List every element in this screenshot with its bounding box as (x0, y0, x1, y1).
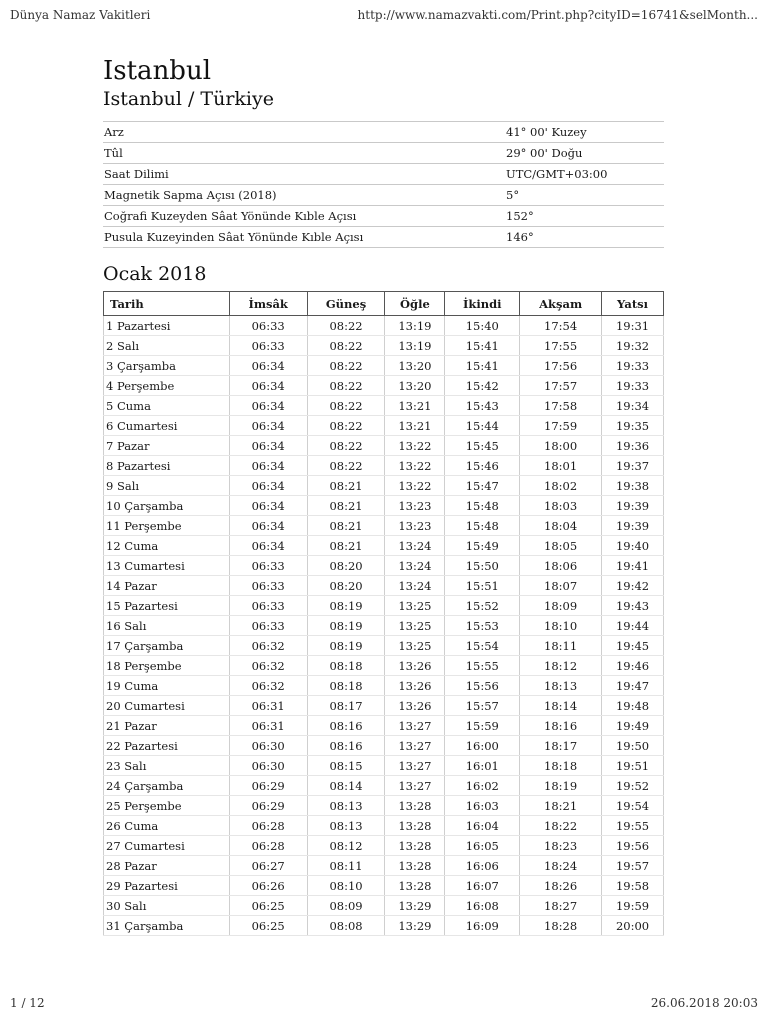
cell-yatsi: 19:33 (602, 356, 664, 376)
cell-date: 18 Perşembe (104, 656, 230, 676)
info-label: Pusula Kuzeyinden Sâat Yönünde Kıble Açısı (103, 227, 504, 248)
cell-ogle: 13:26 (385, 676, 445, 696)
cell-aksam: 18:03 (520, 496, 602, 516)
table-row (104, 736, 664, 756)
cell-aksam: 18:00 (520, 436, 602, 456)
cell-date: 11 Perşembe (104, 516, 230, 536)
table-row (104, 416, 664, 436)
info-value: 152° (504, 206, 664, 227)
cell-yatsi: 19:51 (602, 756, 664, 776)
cell-ogle: 13:24 (385, 576, 445, 596)
cell-imsak: 06:34 (229, 536, 307, 556)
cell-yatsi: 19:45 (602, 636, 664, 656)
column-header-ikindi: İkindi (445, 292, 520, 316)
cell-aksam: 18:02 (520, 476, 602, 496)
cell-date: 20 Cumartesi (104, 696, 230, 716)
cell-date: 16 Salı (104, 616, 230, 636)
cell-yatsi: 19:57 (602, 856, 664, 876)
table-row (104, 656, 664, 676)
cell-ogle: 13:29 (385, 896, 445, 916)
cell-aksam: 18:17 (520, 736, 602, 756)
cell-date: 13 Cumartesi (104, 556, 230, 576)
column-header-aksam: Akşam (520, 292, 602, 316)
cell-gunes: 08:21 (307, 516, 385, 536)
cell-aksam: 18:04 (520, 516, 602, 536)
cell-ogle: 13:26 (385, 656, 445, 676)
cell-ikindi: 16:09 (445, 916, 520, 936)
cell-date: 12 Cuma (104, 536, 230, 556)
table-row (104, 376, 664, 396)
column-header-imsak: İmsâk (229, 292, 307, 316)
cell-imsak: 06:25 (229, 916, 307, 936)
print-date: 26.06.2018 20:03 (650, 996, 758, 1010)
cell-imsak: 06:29 (229, 796, 307, 816)
cell-date: 17 Çarşamba (104, 636, 230, 656)
cell-yatsi: 19:59 (602, 896, 664, 916)
cell-ogle: 13:22 (385, 456, 445, 476)
cell-aksam: 17:59 (520, 416, 602, 436)
page-url: http://www.namazvakti.com/Print.php?cityID=16741&selMonth... (357, 8, 758, 22)
table-row (104, 456, 664, 476)
cell-ikindi: 15:42 (445, 376, 520, 396)
cell-imsak: 06:33 (229, 336, 307, 356)
cell-ikindi: 15:57 (445, 696, 520, 716)
cell-ikindi: 16:07 (445, 876, 520, 896)
cell-ikindi: 15:51 (445, 576, 520, 596)
table-row (104, 316, 664, 336)
cell-gunes: 08:21 (307, 476, 385, 496)
cell-gunes: 08:18 (307, 676, 385, 696)
cell-imsak: 06:33 (229, 596, 307, 616)
cell-date: 21 Pazar (104, 716, 230, 736)
cell-ikindi: 15:59 (445, 716, 520, 736)
cell-imsak: 06:30 (229, 736, 307, 756)
cell-aksam: 18:01 (520, 456, 602, 476)
cell-imsak: 06:28 (229, 836, 307, 856)
table-row (104, 436, 664, 456)
cell-ikindi: 15:48 (445, 496, 520, 516)
cell-aksam: 18:28 (520, 916, 602, 936)
cell-ikindi: 15:56 (445, 676, 520, 696)
cell-ikindi: 16:00 (445, 736, 520, 756)
cell-ogle: 13:24 (385, 536, 445, 556)
cell-aksam: 18:14 (520, 696, 602, 716)
cell-imsak: 06:34 (229, 476, 307, 496)
cell-yatsi: 19:38 (602, 476, 664, 496)
cell-yatsi: 19:42 (602, 576, 664, 596)
cell-ikindi: 15:43 (445, 396, 520, 416)
table-row (104, 616, 664, 636)
table-row (104, 916, 664, 936)
cell-imsak: 06:33 (229, 576, 307, 596)
table-row (104, 796, 664, 816)
table-row (104, 816, 664, 836)
cell-date: 15 Pazartesi (104, 596, 230, 616)
table-row (104, 336, 664, 356)
cell-ogle: 13:20 (385, 356, 445, 376)
cell-yatsi: 19:56 (602, 836, 664, 856)
cell-imsak: 06:32 (229, 656, 307, 676)
cell-imsak: 06:33 (229, 616, 307, 636)
cell-yatsi: 19:35 (602, 416, 664, 436)
cell-imsak: 06:32 (229, 676, 307, 696)
cell-yatsi: 19:33 (602, 376, 664, 396)
info-value: UTC/GMT+03:00 (504, 164, 664, 185)
cell-gunes: 08:22 (307, 416, 385, 436)
cell-ikindi: 15:47 (445, 476, 520, 496)
cell-yatsi: 19:48 (602, 696, 664, 716)
table-row (104, 676, 664, 696)
cell-ogle: 13:23 (385, 496, 445, 516)
cell-ikindi: 16:02 (445, 776, 520, 796)
cell-gunes: 08:17 (307, 696, 385, 716)
cell-yatsi: 19:31 (602, 316, 664, 336)
table-row (104, 856, 664, 876)
cell-date: 30 Salı (104, 896, 230, 916)
city-name: Istanbul (103, 56, 212, 86)
cell-yatsi: 19:49 (602, 716, 664, 736)
cell-gunes: 08:10 (307, 876, 385, 896)
cell-aksam: 18:22 (520, 816, 602, 836)
cell-aksam: 18:24 (520, 856, 602, 876)
cell-imsak: 06:34 (229, 376, 307, 396)
cell-ikindi: 15:52 (445, 596, 520, 616)
cell-date: 31 Çarşamba (104, 916, 230, 936)
cell-aksam: 18:27 (520, 896, 602, 916)
cell-gunes: 08:22 (307, 336, 385, 356)
cell-date: 3 Çarşamba (104, 356, 230, 376)
cell-date: 26 Cuma (104, 816, 230, 836)
cell-yatsi: 19:34 (602, 396, 664, 416)
cell-ogle: 13:25 (385, 636, 445, 656)
cell-ikindi: 16:01 (445, 756, 520, 776)
cell-imsak: 06:27 (229, 856, 307, 876)
cell-gunes: 08:20 (307, 576, 385, 596)
cell-ogle: 13:24 (385, 556, 445, 576)
cell-gunes: 08:22 (307, 356, 385, 376)
cell-aksam: 18:12 (520, 656, 602, 676)
cell-ogle: 13:28 (385, 856, 445, 876)
cell-ogle: 13:28 (385, 816, 445, 836)
cell-aksam: 18:11 (520, 636, 602, 656)
cell-gunes: 08:14 (307, 776, 385, 796)
table-row (104, 476, 664, 496)
cell-ogle: 13:29 (385, 916, 445, 936)
cell-ogle: 13:22 (385, 436, 445, 456)
cell-gunes: 08:15 (307, 756, 385, 776)
cell-imsak: 06:33 (229, 316, 307, 336)
cell-gunes: 08:21 (307, 536, 385, 556)
cell-ogle: 13:21 (385, 416, 445, 436)
cell-gunes: 08:09 (307, 896, 385, 916)
cell-ikindi: 15:40 (445, 316, 520, 336)
info-value: 5° (504, 185, 664, 206)
cell-yatsi: 19:54 (602, 796, 664, 816)
cell-gunes: 08:22 (307, 436, 385, 456)
cell-yatsi: 19:37 (602, 456, 664, 476)
info-label: Tûl (103, 143, 504, 164)
info-label: Magnetik Sapma Açısı (2018) (103, 185, 504, 206)
cell-imsak: 06:33 (229, 556, 307, 576)
cell-date: 28 Pazar (104, 856, 230, 876)
cell-imsak: 06:34 (229, 396, 307, 416)
cell-gunes: 08:13 (307, 816, 385, 836)
cell-imsak: 06:32 (229, 636, 307, 656)
cell-ikindi: 15:45 (445, 436, 520, 456)
cell-aksam: 17:55 (520, 336, 602, 356)
cell-date: 14 Pazar (104, 576, 230, 596)
cell-yatsi: 19:39 (602, 516, 664, 536)
table-row (104, 596, 664, 616)
cell-aksam: 18:19 (520, 776, 602, 796)
table-row (104, 776, 664, 796)
cell-gunes: 08:13 (307, 796, 385, 816)
info-value: 41° 00' Kuzey (504, 122, 664, 143)
cell-yatsi: 19:46 (602, 656, 664, 676)
print-header (10, 8, 758, 26)
cell-ogle: 13:27 (385, 776, 445, 796)
cell-ikindi: 15:46 (445, 456, 520, 476)
cell-yatsi: 19:52 (602, 776, 664, 796)
cell-gunes: 08:18 (307, 656, 385, 676)
cell-yatsi: 19:50 (602, 736, 664, 756)
cell-date: 5 Cuma (104, 396, 230, 416)
table-row (104, 556, 664, 576)
cell-date: 29 Pazartesi (104, 876, 230, 896)
cell-date: 10 Çarşamba (104, 496, 230, 516)
cell-imsak: 06:34 (229, 516, 307, 536)
info-row (103, 206, 664, 227)
cell-gunes: 08:20 (307, 556, 385, 576)
table-row (104, 516, 664, 536)
cell-imsak: 06:28 (229, 816, 307, 836)
cell-yatsi: 19:55 (602, 816, 664, 836)
info-row (103, 164, 664, 185)
table-row (104, 576, 664, 596)
cell-aksam: 18:06 (520, 556, 602, 576)
table-row (104, 356, 664, 376)
print-footer (10, 996, 758, 1012)
cell-yatsi: 19:36 (602, 436, 664, 456)
cell-imsak: 06:26 (229, 876, 307, 896)
cell-ogle: 13:25 (385, 596, 445, 616)
cell-ikindi: 16:08 (445, 896, 520, 916)
cell-aksam: 17:56 (520, 356, 602, 376)
cell-imsak: 06:31 (229, 716, 307, 736)
cell-yatsi: 19:39 (602, 496, 664, 516)
table-row (104, 876, 664, 896)
cell-ikindi: 15:49 (445, 536, 520, 556)
cell-gunes: 08:16 (307, 736, 385, 756)
cell-imsak: 06:34 (229, 496, 307, 516)
cell-gunes: 08:11 (307, 856, 385, 876)
cell-ogle: 13:27 (385, 716, 445, 736)
city-info-table (103, 121, 664, 248)
page-number: 1 / 12 (10, 996, 45, 1010)
table-row (104, 696, 664, 716)
cell-ikindi: 15:54 (445, 636, 520, 656)
cell-date: 25 Perşembe (104, 796, 230, 816)
cell-ikindi: 16:04 (445, 816, 520, 836)
cell-aksam: 18:23 (520, 836, 602, 856)
cell-ikindi: 16:05 (445, 836, 520, 856)
info-row (103, 227, 664, 248)
cell-imsak: 06:30 (229, 756, 307, 776)
cell-ogle: 13:20 (385, 376, 445, 396)
cell-date: 1 Pazartesi (104, 316, 230, 336)
table-row (104, 716, 664, 736)
cell-aksam: 17:57 (520, 376, 602, 396)
cell-yatsi: 20:00 (602, 916, 664, 936)
cell-ogle: 13:22 (385, 476, 445, 496)
table-row (104, 396, 664, 416)
cell-ikindi: 15:44 (445, 416, 520, 436)
table-header-row (104, 292, 664, 316)
cell-ikindi: 15:48 (445, 516, 520, 536)
column-header-ogle: Öğle (385, 292, 445, 316)
cell-ikindi: 15:41 (445, 356, 520, 376)
cell-gunes: 08:19 (307, 636, 385, 656)
cell-ikindi: 16:06 (445, 856, 520, 876)
cell-aksam: 18:09 (520, 596, 602, 616)
info-row (103, 185, 664, 206)
table-row (104, 756, 664, 776)
cell-imsak: 06:29 (229, 776, 307, 796)
table-row (104, 496, 664, 516)
table-row (104, 896, 664, 916)
cell-ikindi: 16:03 (445, 796, 520, 816)
column-header-gunes: Güneş (307, 292, 385, 316)
cell-gunes: 08:22 (307, 376, 385, 396)
cell-imsak: 06:25 (229, 896, 307, 916)
info-label: Saat Dilimi (103, 164, 504, 185)
cell-aksam: 18:21 (520, 796, 602, 816)
cell-gunes: 08:12 (307, 836, 385, 856)
cell-ikindi: 15:55 (445, 656, 520, 676)
cell-date: 8 Pazartesi (104, 456, 230, 476)
cell-aksam: 17:54 (520, 316, 602, 336)
cell-gunes: 08:16 (307, 716, 385, 736)
cell-date: 27 Cumartesi (104, 836, 230, 856)
cell-yatsi: 19:32 (602, 336, 664, 356)
info-label: Arz (103, 122, 504, 143)
cell-ogle: 13:28 (385, 876, 445, 896)
cell-ogle: 13:28 (385, 796, 445, 816)
cell-aksam: 18:05 (520, 536, 602, 556)
cell-date: 24 Çarşamba (104, 776, 230, 796)
cell-date: 9 Salı (104, 476, 230, 496)
cell-ogle: 13:19 (385, 316, 445, 336)
cell-aksam: 18:26 (520, 876, 602, 896)
cell-ikindi: 15:50 (445, 556, 520, 576)
cell-ikindi: 15:41 (445, 336, 520, 356)
cell-gunes: 08:19 (307, 596, 385, 616)
cell-ogle: 13:19 (385, 336, 445, 356)
cell-yatsi: 19:40 (602, 536, 664, 556)
info-label: Coğrafi Kuzeyden Sâat Yönünde Kıble Açısı (103, 206, 504, 227)
cell-ogle: 13:28 (385, 836, 445, 856)
cell-aksam: 18:13 (520, 676, 602, 696)
cell-date: 23 Salı (104, 756, 230, 776)
cell-imsak: 06:34 (229, 416, 307, 436)
cell-aksam: 18:07 (520, 576, 602, 596)
cell-aksam: 18:18 (520, 756, 602, 776)
page-title: Dünya Namaz Vakitleri (10, 8, 151, 22)
cell-ogle: 13:27 (385, 736, 445, 756)
cell-aksam: 18:16 (520, 716, 602, 736)
cell-yatsi: 19:41 (602, 556, 664, 576)
info-value: 29° 00' Doğu (504, 143, 664, 164)
info-row (103, 143, 664, 164)
table-row (104, 636, 664, 656)
cell-ogle: 13:23 (385, 516, 445, 536)
cell-gunes: 08:22 (307, 456, 385, 476)
cell-gunes: 08:08 (307, 916, 385, 936)
cell-imsak: 06:34 (229, 356, 307, 376)
cell-ogle: 13:26 (385, 696, 445, 716)
cell-ogle: 13:27 (385, 756, 445, 776)
table-row (104, 536, 664, 556)
cell-ikindi: 15:53 (445, 616, 520, 636)
cell-yatsi: 19:44 (602, 616, 664, 636)
column-header-date: Tarih (104, 292, 230, 316)
cell-yatsi: 19:47 (602, 676, 664, 696)
cell-imsak: 06:34 (229, 456, 307, 476)
cell-yatsi: 19:58 (602, 876, 664, 896)
cell-date: 6 Cumartesi (104, 416, 230, 436)
cell-gunes: 08:19 (307, 616, 385, 636)
cell-gunes: 08:21 (307, 496, 385, 516)
column-header-yatsi: Yatsı (602, 292, 664, 316)
cell-gunes: 08:22 (307, 316, 385, 336)
cell-yatsi: 19:43 (602, 596, 664, 616)
table-row (104, 836, 664, 856)
cell-date: 2 Salı (104, 336, 230, 356)
cell-aksam: 18:10 (520, 616, 602, 636)
cell-imsak: 06:31 (229, 696, 307, 716)
cell-imsak: 06:34 (229, 436, 307, 456)
cell-date: 4 Perşembe (104, 376, 230, 396)
main-content (103, 56, 664, 936)
prayer-times-table (103, 291, 664, 936)
cell-date: 7 Pazar (104, 436, 230, 456)
cell-aksam: 17:58 (520, 396, 602, 416)
info-value: 146° (504, 227, 664, 248)
cell-ogle: 13:25 (385, 616, 445, 636)
month-title: Ocak 2018 (103, 263, 207, 285)
cell-gunes: 08:22 (307, 396, 385, 416)
info-row (103, 122, 664, 143)
city-region: Istanbul / Türkiye (103, 88, 274, 110)
cell-date: 19 Cuma (104, 676, 230, 696)
cell-date: 22 Pazartesi (104, 736, 230, 756)
cell-ogle: 13:21 (385, 396, 445, 416)
